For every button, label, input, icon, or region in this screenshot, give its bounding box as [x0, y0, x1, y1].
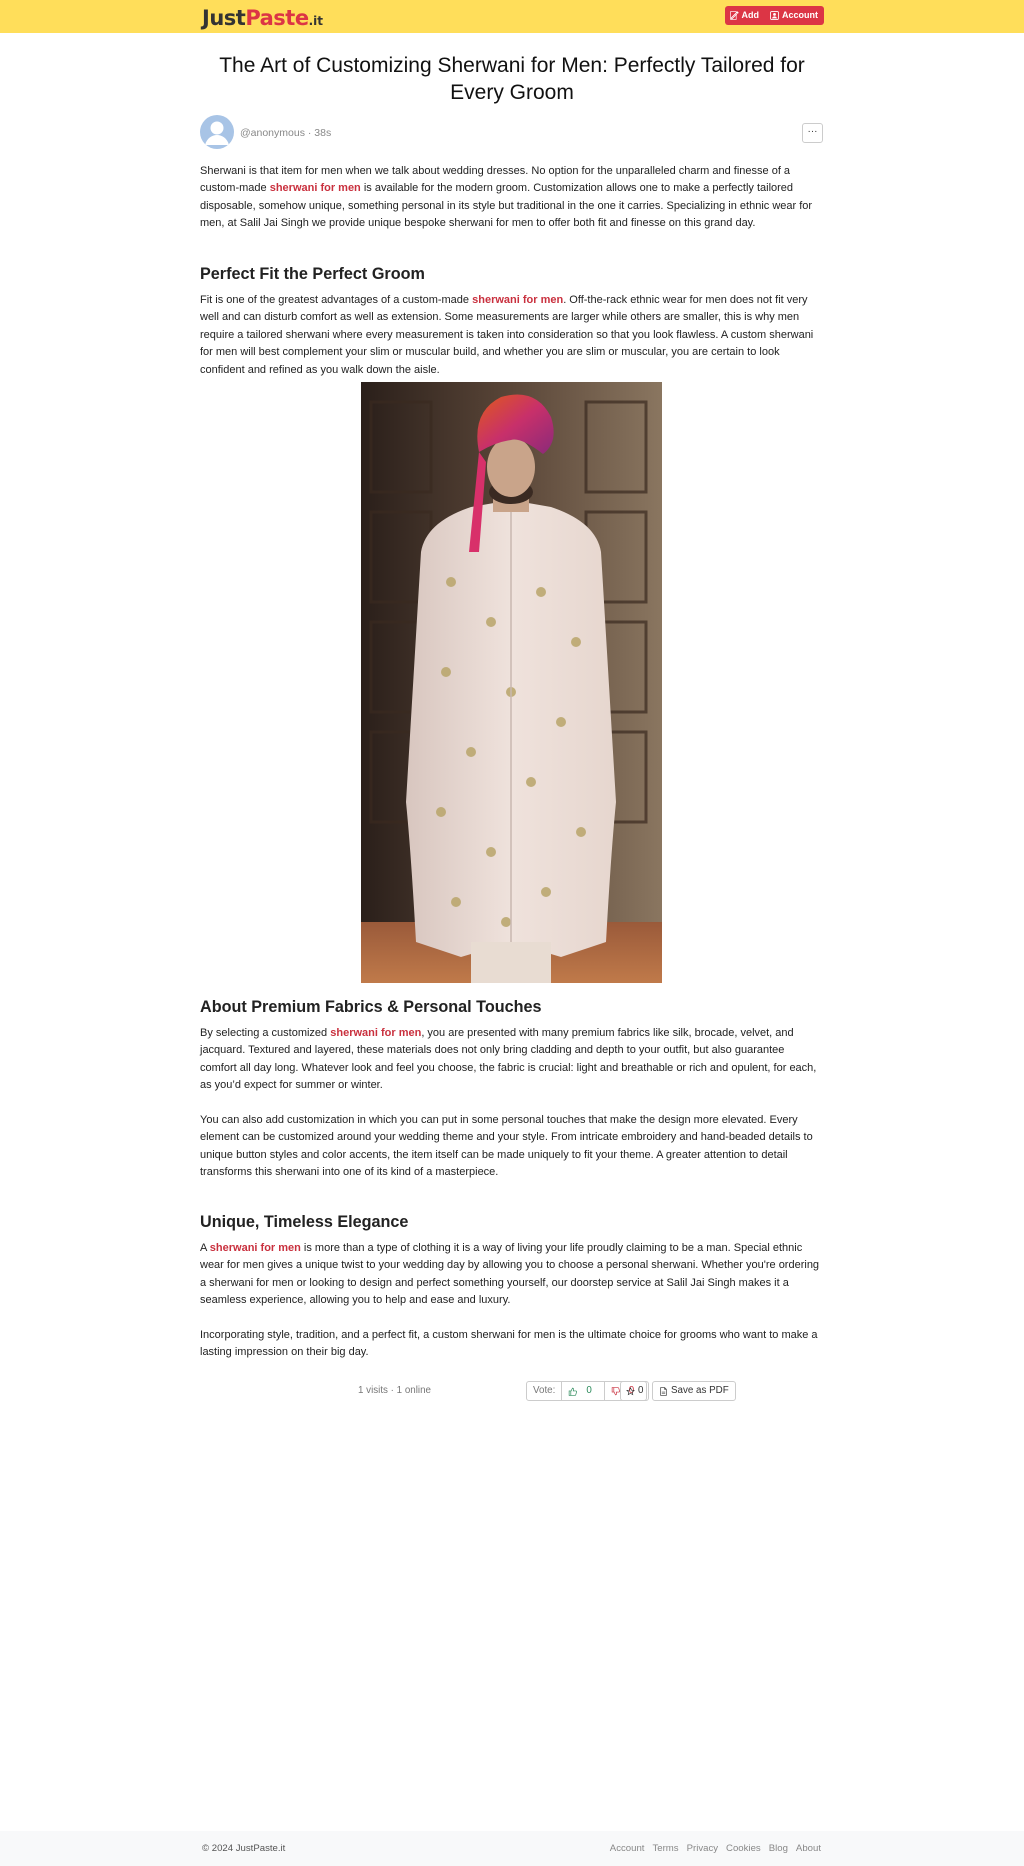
- upvote-count: 0: [586, 1385, 592, 1396]
- user-icon: [770, 11, 779, 20]
- groom-image: [361, 382, 662, 983]
- footer-copyright: © 2024 JustPaste.it: [202, 1843, 286, 1854]
- downvote-count: 0: [628, 1385, 635, 1396]
- account-button-label: Account: [782, 10, 818, 20]
- footer-link-blog[interactable]: Blog: [768, 1843, 788, 1854]
- edit-icon: [730, 11, 739, 20]
- save-as-pdf-button[interactable]: [652, 1381, 736, 1401]
- sherwani-photo: [361, 382, 662, 983]
- thumbs-up-icon: [568, 1387, 577, 1396]
- avatar-icon: [200, 115, 234, 149]
- author-name[interactable]: @anonymous: [240, 127, 305, 139]
- thumbs-down-icon: [611, 1387, 620, 1396]
- save-as-pdf-label: Save as PDF: [671, 1385, 729, 1396]
- justpaste-logo[interactable]: JustPaste.it: [202, 6, 324, 30]
- fit-paragraph: Fit is one of the greatest advantages of a custom-made sherwani for men. Off-the-rack ethnic wear for men does not fit very well and can disturb comfort as well as extension. Some measurements are larger while others are smaller, this is why men require a tailored sherwani where every measurement is taken into consideration so that you look flawless. A custom sherwani for men will best complement your slim or muscular build, and whether you are slim or muscular, you are certain to look confident and refined as you walk down the aisle.: [200, 294, 814, 376]
- elegance-paragraph: A sherwani for men is more than a type of clothing it is a way of living your life proudly claiming to be a man. Special ethnic wear for men gives a unique twist to your wedding day by allowing you to choose a personal sherwani. Whether you're ordering a sherwani for men or looking to design and perfect something yourself, our doorstep service at Salil Jai Singh makes it a seamless experience, allowing you to help and ease and luxury.: [200, 1242, 820, 1307]
- footer-link-account[interactable]: Account: [609, 1843, 645, 1854]
- heading-premium-fabrics: About Premium Fabrics & Personal Touches: [200, 998, 542, 1016]
- sherwani-link[interactable]: sherwani for men: [330, 1027, 422, 1039]
- footer-link-about[interactable]: About: [795, 1843, 821, 1854]
- vote-label: Vote:: [527, 1382, 562, 1400]
- top-navbar: [0, 0, 1024, 33]
- sherwani-link[interactable]: sherwani for men: [269, 182, 361, 195]
- personal-touches-paragraph: You can also add customization in which you can put in some personal touches that make the design more elevated. Every element can be customized around your wedding theme and your style. From intricate embroidery and hand-beaded details to unique button styles and color accents, the item itself can be made uniquely to fit your theme. A greater attention to detail transforms this sherwani into one of its kind of a masterpiece.: [200, 1114, 813, 1179]
- post-age: 38s: [314, 127, 332, 139]
- sherwani-link[interactable]: sherwani for men: [472, 294, 564, 306]
- favorite-count: 0: [638, 1385, 644, 1396]
- footer-link-cookies[interactable]: Cookies: [726, 1843, 761, 1854]
- footer-link-privacy[interactable]: Privacy: [686, 1843, 719, 1854]
- footer-links: [610, 1843, 821, 1854]
- upvote-button[interactable]: [562, 1382, 604, 1400]
- footer-link-terms[interactable]: Terms: [652, 1843, 679, 1854]
- star-icon: [626, 1387, 635, 1396]
- page-footer: [0, 1831, 1024, 1866]
- article-title: The Art of Customizing Sherwani for Men: Perfectly Tailored for Every Groom: [219, 54, 805, 104]
- intro-paragraph: Sherwani is that item for men when we talk about wedding dresses. No option for the unparalleled charm and finesse of a custom-made sherwani for men is available for the modern groom. Customization allows one to make a perfectly tailored disposable, somehow unique, something personal in its style but traditional in the one it carries. Specializing in ethnic wear for men, at Salil Jai Singh we provide unique bespoke sherwani for men to offer both fit and finesse on this grand day.: [200, 165, 813, 230]
- visit-stats: 1 visits · 1 online: [358, 1385, 431, 1396]
- author-byline: @anonymous · 38s: [240, 127, 332, 139]
- closing-paragraph: Incorporating style, tradition, and a perfect fit, a custom sherwani for men is the ultimate choice for grooms who want to make a lasting impression on their big day.: [200, 1329, 818, 1359]
- heading-perfect-fit: Perfect Fit the Perfect Groom: [200, 265, 425, 283]
- header-actions: [725, 6, 825, 25]
- fabrics-paragraph: By selecting a customized sherwani for men, you are presented with many premium fabrics like silk, brocade, velvet, and jacquard. Textured and layered, these materials does not only bring cladding and depth to your outfit, but also guarantee comfort all day long. Whatever look and feel you choose, the fabric is crucial: light and breathable or rich and opulent, for each, as you’d expect for summer or winter.: [200, 1027, 817, 1092]
- account-button[interactable]: [765, 6, 824, 25]
- favorite-button[interactable]: [620, 1381, 649, 1401]
- heading-timeless-elegance: Unique, Timeless Elegance: [200, 1213, 409, 1231]
- author-avatar[interactable]: [200, 115, 234, 149]
- sherwani-link[interactable]: sherwani for men: [209, 1242, 301, 1254]
- more-options-button[interactable]: ···: [802, 123, 823, 143]
- pdf-file-icon: [659, 1387, 668, 1396]
- add-button-label: Add: [741, 10, 759, 20]
- add-button[interactable]: [725, 6, 766, 25]
